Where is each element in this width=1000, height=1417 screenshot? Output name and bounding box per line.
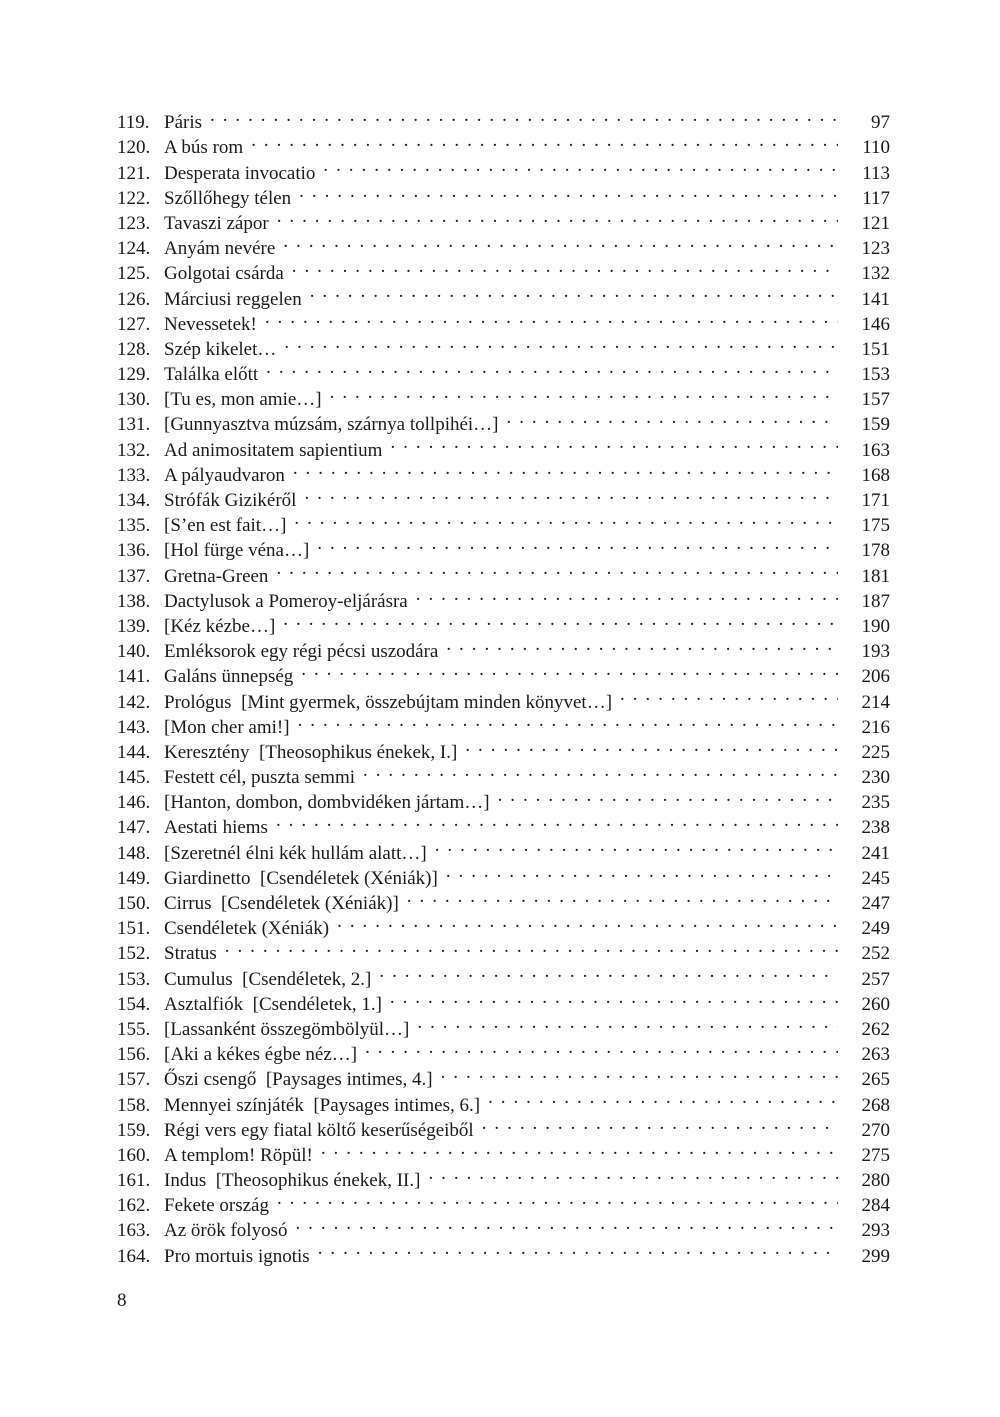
toc-entry-number: 154.: [117, 993, 151, 1015]
toc-entry-page: 238: [861, 817, 890, 839]
toc-entry-page: 257: [861, 968, 890, 990]
dot-leader: [446, 859, 838, 884]
toc-entry-page: 181: [861, 565, 890, 587]
toc-entry-number: 129.: [117, 364, 151, 386]
dot-leader: [441, 1060, 838, 1085]
toc-entry-page: 187: [861, 590, 890, 612]
toc-entry-number: 137.: [117, 565, 151, 587]
toc-entry-page: 146: [861, 313, 890, 335]
toc-entry-page: 123: [861, 238, 890, 260]
toc-entry-title: Strófák Gizikéről: [164, 490, 297, 511]
toc-entry-title: Cirrus [Csendéletek (Xéniák)]: [164, 893, 399, 914]
toc-entry-number: 149.: [117, 867, 151, 889]
toc-entry-title: Csendéletek (Xéniák): [164, 918, 330, 940]
toc-entry-number: 120.: [117, 137, 151, 159]
toc-entry-page: 260: [861, 993, 890, 1015]
toc-entry-page: 151: [861, 338, 890, 360]
toc-entry-page: 175: [861, 515, 890, 537]
dot-leader: [276, 808, 838, 833]
toc-entry-title: Anyám nevére: [164, 238, 276, 260]
dot-leader: [251, 128, 838, 153]
toc-entry-page: 270: [861, 1119, 890, 1141]
dot-leader: [507, 405, 838, 430]
dot-leader: [298, 708, 838, 733]
toc-entry-title: Páris: [164, 112, 202, 134]
toc-entry-number: 146.: [117, 792, 151, 814]
toc-entry-title: [S’en est fait…]: [164, 515, 287, 537]
dot-leader: [283, 229, 838, 254]
dot-leader: [337, 909, 838, 934]
toc-entry-number: 156.: [117, 1044, 151, 1066]
toc-entry-page: 263: [861, 1044, 890, 1066]
toc-entry-number: 157.: [117, 1069, 151, 1091]
toc-entry-title: A bús rom: [164, 137, 244, 159]
dot-leader: [323, 153, 838, 178]
toc-entry-title: Emléksorok egy régi pécsi uszodára: [164, 641, 439, 663]
toc-entry-page: 171: [861, 490, 890, 511]
toc-entry-number: 131.: [117, 414, 151, 436]
toc-entry-title: Stratus: [164, 943, 217, 965]
toc-entry: [117, 128, 890, 159]
toc-entry-page: 216: [861, 716, 890, 738]
toc-entry-title: Asztalfiók [Csendéletek, 1.]: [164, 993, 382, 1015]
toc-entry: [117, 959, 890, 990]
toc-entry-title: Festett cél, puszta semmi: [164, 767, 356, 789]
toc-entry-number: 160.: [117, 1144, 151, 1166]
dot-leader: [304, 481, 838, 506]
toc-entry-page: 252: [861, 943, 890, 965]
toc-entry-title: A templom! Röpül!: [164, 1144, 313, 1166]
toc-entry-page: 275: [861, 1144, 890, 1166]
dot-leader: [446, 632, 838, 657]
toc-entry-page: 299: [861, 1245, 890, 1267]
toc-entry-page: 247: [861, 893, 890, 914]
toc-entry-title: A pályaudvaron: [164, 464, 285, 486]
toc-entry-page: 280: [861, 1170, 890, 1192]
toc-entry-page: 159: [861, 414, 890, 436]
toc-entry-page: 157: [861, 389, 890, 411]
toc-entry-page: 284: [861, 1195, 890, 1217]
toc-entry-number: 148.: [117, 842, 151, 864]
toc-entry-page: 241: [861, 842, 890, 864]
toc-entry-number: 145.: [117, 767, 151, 789]
toc-entry-title: Szőllőhegy télen: [164, 187, 292, 209]
toc-entry-number: 155.: [117, 1018, 151, 1040]
toc-entry-number: 135.: [117, 515, 151, 537]
dot-leader: [321, 1136, 838, 1161]
toc-entry-number: 150.: [117, 893, 151, 914]
toc-entry-number: 119.: [117, 112, 150, 134]
toc-entry-title: Giardinetto [Csendéletek (Xéniák)]: [164, 867, 438, 889]
toc-entry-title: Gretna-Green: [164, 565, 269, 587]
toc-entry-page: 265: [861, 1069, 890, 1091]
toc-entry-page: 206: [861, 666, 890, 688]
toc-entry-page: 268: [861, 1094, 890, 1116]
toc-entry-page: 163: [861, 439, 890, 461]
toc-entry-page: 168: [861, 464, 890, 486]
toc-entry: [117, 934, 890, 965]
toc-entry-page: 121: [861, 212, 890, 234]
toc-entry-title: Régi vers egy fiatal költő keserűségeiből: [164, 1119, 474, 1141]
toc-entry-page: 249: [861, 918, 890, 940]
toc-entry-page: 178: [861, 540, 890, 562]
dot-leader: [379, 959, 838, 984]
toc-entry-number: 153.: [117, 968, 151, 990]
table-of-contents: [117, 103, 890, 1267]
toc-entry-number: 126.: [117, 288, 151, 310]
dot-leader: [365, 1035, 838, 1060]
toc-entry-number: 162.: [117, 1195, 151, 1217]
dot-leader: [295, 1211, 838, 1236]
toc-entry-page: 153: [861, 364, 890, 386]
toc-entry-page: 245: [861, 867, 890, 889]
toc-entry-number: 122.: [117, 187, 151, 209]
toc-entry-title: Golgotai csárda: [164, 263, 284, 285]
toc-entry-page: 110: [862, 137, 890, 159]
dot-leader: [498, 783, 838, 808]
toc-entry-page: 97: [871, 112, 890, 134]
toc-entry-title: Desperata invocatio: [164, 162, 316, 184]
dot-leader: [416, 582, 838, 607]
dot-leader: [318, 1236, 838, 1261]
toc-entry-number: 139.: [117, 615, 151, 637]
dot-leader: [435, 833, 838, 858]
toc-entry-title: Találka előtt: [164, 364, 259, 386]
dot-leader: [277, 204, 838, 229]
toc-entry-number: 143.: [117, 716, 151, 738]
dot-leader: [390, 985, 838, 1010]
dot-leader: [299, 179, 838, 204]
toc-entry-number: 124.: [117, 238, 151, 260]
toc-entry-title: [Kéz kézbe…]: [164, 615, 276, 637]
toc-entry-title: [Aki a kékes égbe néz…]: [164, 1044, 358, 1066]
toc-entry-number: 152.: [117, 943, 151, 965]
toc-entry-page: 293: [861, 1220, 890, 1242]
toc-entry-title: [Lassanként összegömbölyül…]: [164, 1018, 410, 1040]
toc-entry-title: Prológus [Mint gyermek, összebújtam minden könyvet…]: [164, 691, 613, 713]
dot-leader: [276, 556, 838, 581]
toc-entry-number: 127.: [117, 313, 151, 335]
toc-entry-page: 193: [861, 641, 890, 663]
toc-entry-title: Az örök folyosó: [164, 1220, 288, 1242]
toc-entry-number: 141.: [117, 666, 151, 688]
toc-entry-title: [Hol fürge véna…]: [164, 540, 310, 562]
toc-entry-number: 158.: [117, 1094, 151, 1116]
toc-entry-page: 235: [861, 792, 890, 814]
dot-leader: [310, 279, 838, 304]
toc-entry-number: 136.: [117, 540, 151, 562]
dot-leader: [210, 103, 838, 128]
dot-leader: [225, 934, 838, 959]
toc-entry-number: 151.: [117, 918, 151, 940]
dot-leader: [283, 607, 838, 632]
dot-leader: [482, 1111, 838, 1136]
toc-entry-number: 132.: [117, 439, 151, 461]
toc-entry-title: Cumulus [Csendéletek, 2.]: [164, 968, 372, 990]
toc-entry-number: 161.: [117, 1170, 151, 1192]
dot-leader: [265, 305, 838, 330]
toc-entry-title: Dactylusok a Pomeroy-eljárásra: [164, 590, 408, 612]
dot-leader: [277, 1186, 838, 1211]
toc-entry-title: [Tu es, mon amie…]: [164, 389, 322, 411]
toc-entry-title: Galáns ünnepség: [164, 666, 294, 688]
toc-entry-title: Márciusi reggelen: [164, 288, 302, 310]
dot-leader: [292, 254, 838, 279]
toc-entry-number: 140.: [117, 641, 151, 663]
toc-entry-number: 125.: [117, 263, 151, 285]
dot-leader: [293, 456, 838, 481]
toc-entry-title: Szép kikelet…: [164, 338, 277, 360]
dot-leader: [330, 380, 838, 405]
toc-entry-number: 133.: [117, 464, 151, 486]
toc-entry-title: Ad animositatem sapientium: [164, 439, 383, 461]
toc-entry-page: 190: [861, 615, 890, 637]
toc-entry-number: 164.: [117, 1245, 151, 1267]
toc-entry-title: Tavaszi zápor: [164, 212, 269, 234]
dot-leader: [317, 531, 838, 556]
toc-entry-title: Keresztény [Theosophikus énekek, I.]: [164, 741, 458, 763]
toc-entry-number: 163.: [117, 1220, 151, 1242]
toc-entry-number: 128.: [117, 338, 151, 360]
toc-entry-title: Pro mortuis ignotis: [164, 1245, 310, 1267]
toc-entry-title: Nevessetek!: [164, 313, 257, 335]
dot-leader: [301, 657, 838, 682]
toc-entry-number: 144.: [117, 741, 151, 763]
toc-entry-number: 142.: [117, 691, 151, 713]
page-number: 8: [117, 1290, 127, 1311]
dot-leader: [620, 682, 838, 707]
toc-entry-title: Indus [Theosophikus énekek, II.]: [164, 1170, 421, 1192]
toc-entry-page: 230: [861, 767, 890, 789]
toc-entry-page: 262: [861, 1018, 890, 1040]
toc-entry-title: [Hanton, dombon, dombvidéken jártam…]: [164, 792, 490, 814]
toc-entry-page: 141: [861, 288, 890, 310]
toc-entry-number: 134.: [117, 490, 151, 511]
dot-leader: [488, 1085, 838, 1110]
toc-entry-page: 132: [861, 263, 890, 285]
toc-entry-number: 138.: [117, 590, 151, 612]
dot-leader: [428, 1161, 838, 1186]
toc-entry-number: 147.: [117, 817, 151, 839]
dot-leader: [266, 355, 838, 380]
toc-entry-number: 123.: [117, 212, 151, 234]
dot-leader: [417, 1010, 838, 1035]
dot-leader: [390, 430, 838, 455]
toc-entry-number: 159.: [117, 1119, 151, 1141]
dot-leader: [407, 884, 838, 909]
toc-entry-title: Őszi csengő [Paysages intimes, 4.]: [164, 1069, 433, 1091]
toc-entry-title: [Mon cher ami!]: [164, 716, 290, 738]
toc-entry-page: 117: [862, 187, 890, 209]
toc-entry-title: Mennyei színjáték [Paysages intimes, 6.]: [164, 1094, 481, 1116]
toc-entry-number: 121.: [117, 162, 151, 184]
toc-entry: [117, 103, 890, 134]
toc-entry-title: Aestati hiems: [164, 817, 268, 839]
toc-entry-page: 113: [862, 162, 890, 184]
toc-entry-page: 214: [861, 691, 890, 713]
dot-leader: [465, 733, 838, 758]
toc-entry-number: 130.: [117, 389, 151, 411]
toc-entry-title: Fekete ország: [164, 1195, 269, 1217]
dot-leader: [294, 506, 838, 531]
toc-entry-page: 225: [861, 741, 890, 763]
dot-leader: [284, 330, 838, 355]
toc-entry-title: [Szeretnél élni kék hullám alatt…]: [164, 842, 427, 864]
toc-entry-title: [Gunnyasztva múzsám, szárnya tollpihéi…]: [164, 414, 499, 436]
dot-leader: [363, 758, 838, 783]
